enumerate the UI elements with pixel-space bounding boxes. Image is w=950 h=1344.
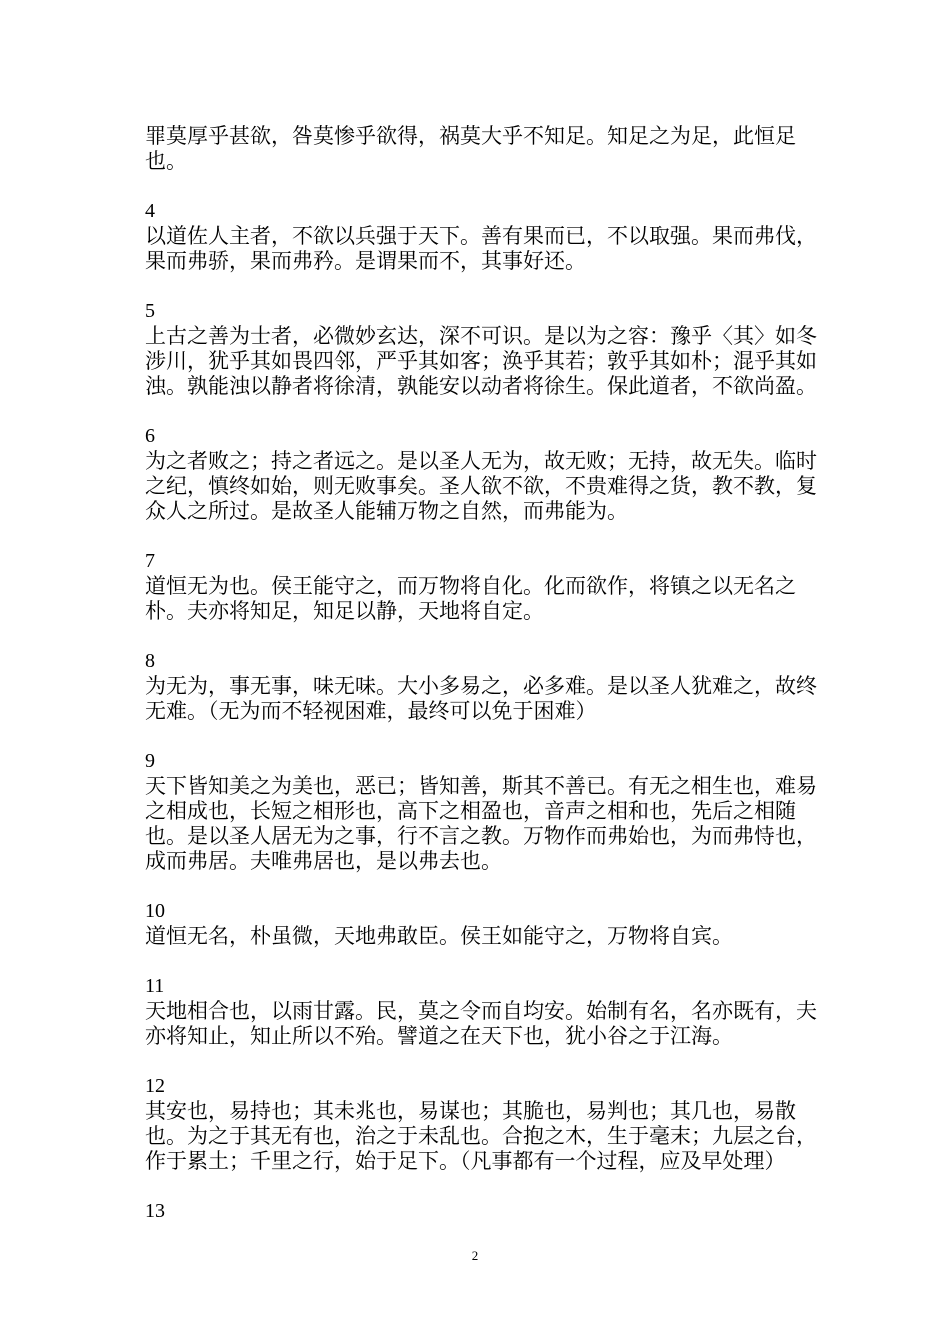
page-number: 2 xyxy=(471,1248,479,1263)
section-number: 7 xyxy=(145,550,155,572)
section-text: 以道佐人主者，不欲以兵强于天下。善有果而已，不以取强。果而弗伐，果而弗骄，果而弗矜。是谓果而不，其事好还。 xyxy=(145,224,817,273)
section-9 xyxy=(145,749,825,874)
section-text: 为无为，事无事，味无味。大小多易之，必多难。是以圣人犹难之，故终无难。（无为而不轻视困难，最终可以免于困难） xyxy=(145,674,817,723)
section-number: 13 xyxy=(145,1200,165,1222)
section-11 xyxy=(145,974,825,1049)
section-number: 12 xyxy=(145,1075,165,1097)
section-number: 8 xyxy=(145,650,155,672)
section-number: 6 xyxy=(145,425,155,447)
section-text: 天地相合也，以雨甘露。民，莫之令而自均安。始制有名，名亦既有，夫亦将知止，知止所以不殆。譬道之在天下也，犹小谷之于江海。 xyxy=(145,999,817,1048)
section-text: 上古之善为士者，必微妙玄达，深不可识。是以为之容：豫乎〈其〉如冬涉川，犹乎其如畏四邻，严乎其如客；涣乎其若；敦乎其如朴；混乎其如浊。孰能浊以静者将徐清，孰能安以动者将徐生。保此道者，不欲尚盈。 xyxy=(145,324,817,398)
section-6 xyxy=(145,424,825,524)
section-text: 道恒无为也。侯王能守之，而万物将自化。化而欲作，将镇之以无名之朴。夫亦将知足，知足以静，天地将自定。 xyxy=(145,574,796,623)
section-text: 道恒无名，朴虽微，天地弗敢臣。侯王如能守之，万物将自宾。 xyxy=(145,924,733,948)
section-4 xyxy=(145,199,825,274)
section-number: 11 xyxy=(145,975,165,997)
section-8 xyxy=(145,649,825,724)
intro-section xyxy=(145,124,825,174)
section-5 xyxy=(145,299,825,399)
section-13 xyxy=(145,1199,825,1224)
section-number: 9 xyxy=(145,750,155,772)
section-text: 天下皆知美之为美也，恶已；皆知善，斯其不善已。有无之相生也，难易之相成也，长短之相形也，高下之相盈也，音声之相和也，先后之相随也。是以圣人居无为之事，行不言之教。万物作而弗始也，为而弗恃也，成而弗居。夫唯弗居也，是以弗去也。 xyxy=(145,774,817,873)
section-text: 其安也，易持也；其未兆也，易谋也；其脆也，易判也；其几也，易散也。为之于其无有也，治之于未乱也。合抱之木，生于毫末；九层之台，作于累土；千里之行，始于足下。（凡事都有一个过程，应及早处理） xyxy=(145,1099,817,1173)
section-12 xyxy=(145,1074,825,1174)
intro-paragraph: 罪莫厚乎甚欲，咎莫惨乎欲得，祸莫大乎不知足。知足之为足，此恒足也。 xyxy=(145,124,796,173)
document-body xyxy=(145,124,825,1249)
section-number: 10 xyxy=(145,900,165,922)
section-10 xyxy=(145,899,825,949)
section-number: 5 xyxy=(145,300,155,322)
section-number: 4 xyxy=(145,200,155,222)
section-7 xyxy=(145,549,825,624)
section-text: 为之者败之；持之者远之。是以圣人无为，故无败；无持，故无失。临时之纪，慎终如始，则无败事矣。圣人欲不欲，不贵难得之货，教不教，复众人之所过。是故圣人能辅万物之自然，而弗能为。 xyxy=(145,449,817,523)
